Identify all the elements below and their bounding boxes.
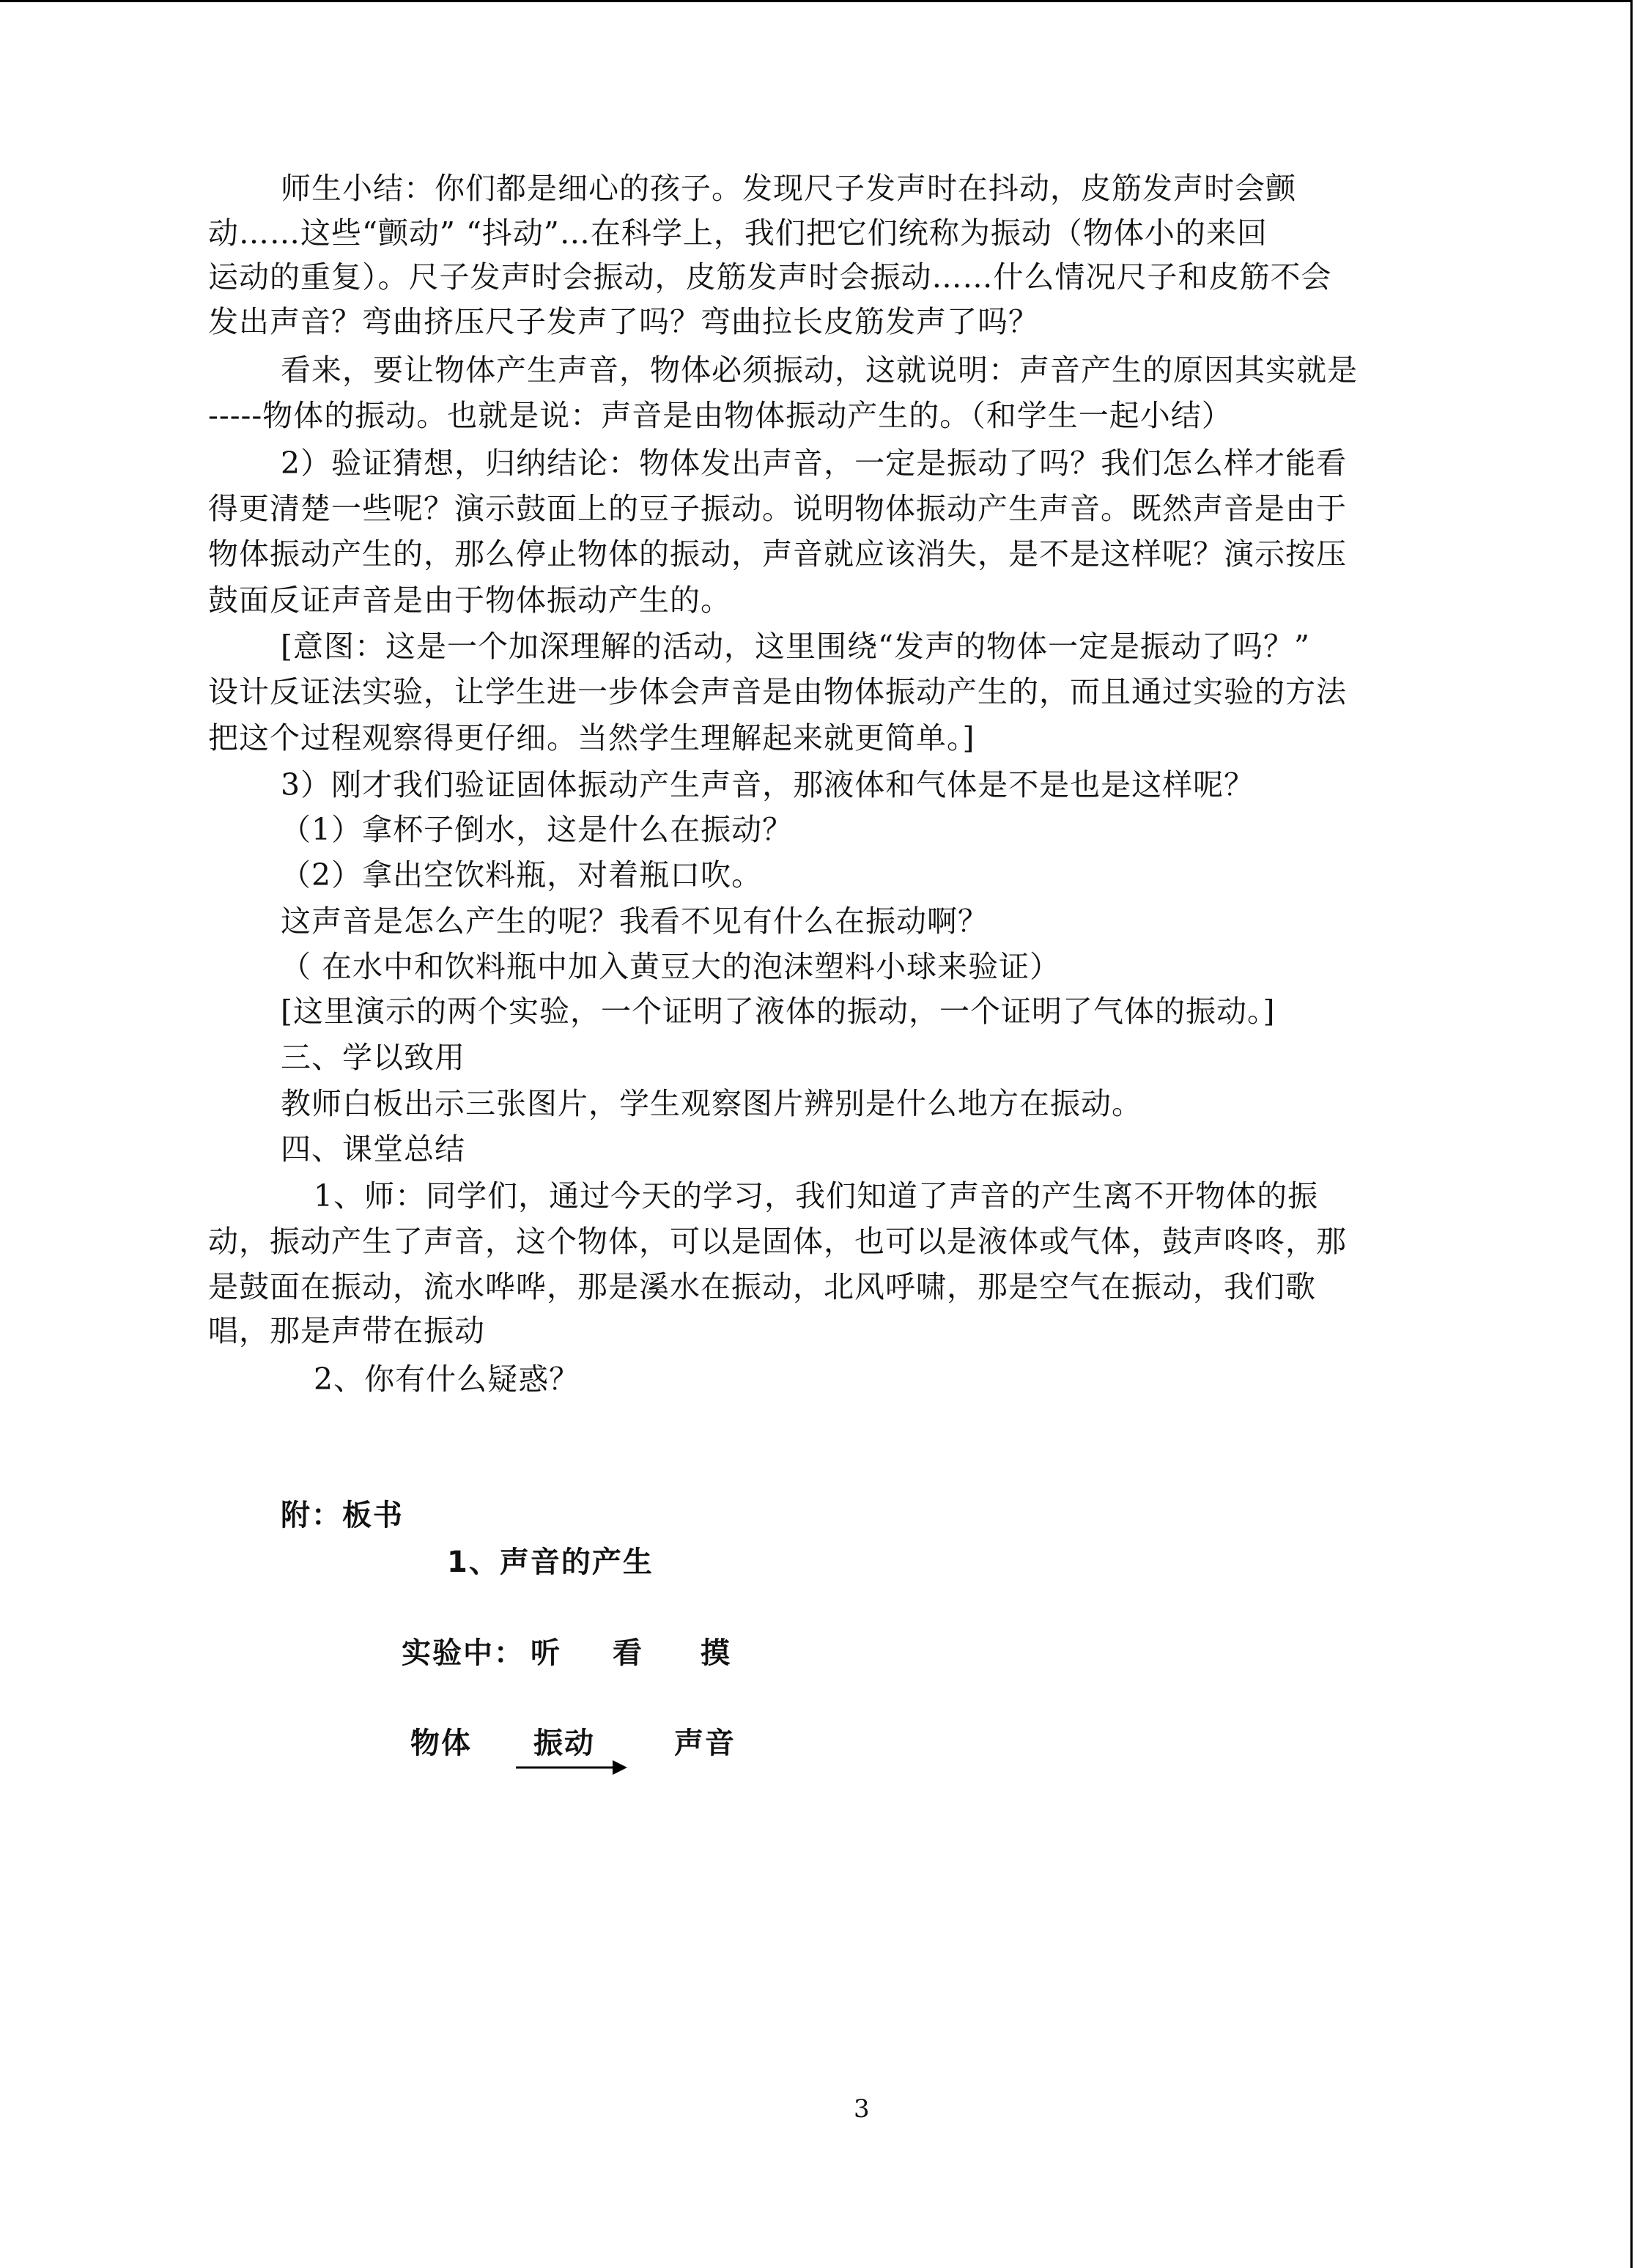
paragraph-line: [这里演示的两个实验，一个证明了液体的振动，一个证明了气体的振动。] xyxy=(281,994,1276,1029)
diagram-source: 物体 xyxy=(410,1726,472,1760)
paragraph-line: 发出声音？弯曲挤压尺子发声了吗？弯曲拉长皮筋发声了吗？ xyxy=(208,304,1039,339)
diagram-arrow-label: 振动 xyxy=(533,1726,595,1760)
board-heading: 附：板书 xyxy=(281,1499,404,1532)
paragraph-line: 教师白板出示三张图片，学生观察图片辨别是什么地方在振动。 xyxy=(281,1086,1142,1121)
paragraph-line: 看来，要让物体产生声音，物体必须振动，这就说明：声音产生的原因其实就是 xyxy=(281,352,1358,388)
paragraph-line: 设计反证法实验，让学生进一步体会声音是由物体振动产生的，而且通过实验的方法 xyxy=(208,674,1347,709)
experiment-label: 实验中： xyxy=(402,1636,525,1670)
paragraph-line: 唱，那是声带在振动 xyxy=(208,1313,485,1348)
experiment-item-listen: 听 xyxy=(531,1636,561,1670)
paragraph-line: 运动的重复）。尺子发声时会振动，皮筋发声时会振动……什么情况尺子和皮筋不会 xyxy=(208,259,1332,295)
paragraph-line: 2、你有什么疑惑？ xyxy=(314,1362,580,1397)
experiment-item-touch: 摸 xyxy=(701,1636,731,1670)
paragraph-line: 2）验证猜想，归纳结论：物体发出声音，一定是振动了吗？我们怎么样才能看 xyxy=(281,446,1348,481)
paragraph-line: （1）拿杯子倒水，这是什么在振动？ xyxy=(281,812,794,847)
board-title: 1、声音的产生 xyxy=(447,1545,654,1579)
section-heading: 四、课堂总结 xyxy=(281,1131,465,1167)
paragraph-line: 物体振动产生的，那么停止物体的振动，声音就应该消失，是不是这样呢？演示按压 xyxy=(208,536,1347,572)
section-heading: 三、学以致用 xyxy=(281,1040,465,1075)
paragraph-line: 这声音是怎么产生的呢？我看不见有什么在振动啊？ xyxy=(281,904,989,939)
page-number: 3 xyxy=(854,2094,870,2124)
paragraph-line: [意图：这是一个加深理解的活动，这里围绕“发声的物体一定是振动了吗？” xyxy=(281,629,1310,664)
diagram-target: 声音 xyxy=(674,1726,736,1760)
paragraph-line: 把这个过程观察得更仔细。当然学生理解起来就更简单。] xyxy=(208,720,975,756)
paragraph-line: 动……这些“颤动” “抖动”…在科学上，我们把它们统称为振动（物体小的来回 xyxy=(208,215,1268,251)
paragraph-line: 1、师：同学们，通过今天的学习，我们知道了声音的产生离不开物体的振 xyxy=(314,1178,1319,1214)
paragraph-line: 动，振动产生了声音，这个物体，可以是固体，也可以是液体或气体，鼓声咚咚，那 xyxy=(208,1224,1347,1259)
right-arrow-icon xyxy=(513,1759,630,1776)
paragraph-line: 得更清楚一些呢？演示鼓面上的豆子振动。说明物体振动产生声音。既然声音是由于 xyxy=(208,491,1347,526)
paragraph-line: （2）拿出空饮料瓶，对着瓶口吹。 xyxy=(281,857,763,893)
paragraph-line: -----物体的振动。也就是说：声音是由物体振动产生的。（和学生一起小结） xyxy=(208,398,1233,433)
paragraph-line: （ 在水中和饮料瓶中加入黄豆大的泡沫塑料小球来验证） xyxy=(281,949,1061,984)
paragraph-line: 是鼓面在振动，流水哗哗，那是溪水在振动，北风呼啸，那是空气在振动，我们歌 xyxy=(208,1269,1316,1304)
paragraph-line: 3）刚才我们验证固体振动产生声音，那液体和气体是不是也是这样呢？ xyxy=(281,767,1255,802)
experiment-item-look: 看 xyxy=(613,1636,643,1670)
paragraph-line: 师生小结：你们都是细心的孩子。发现尺子发声时在抖动，皮筋发声时会颤 xyxy=(281,171,1296,206)
paragraph-line: 鼓面反证声音是由于物体振动产生的。 xyxy=(208,583,731,618)
